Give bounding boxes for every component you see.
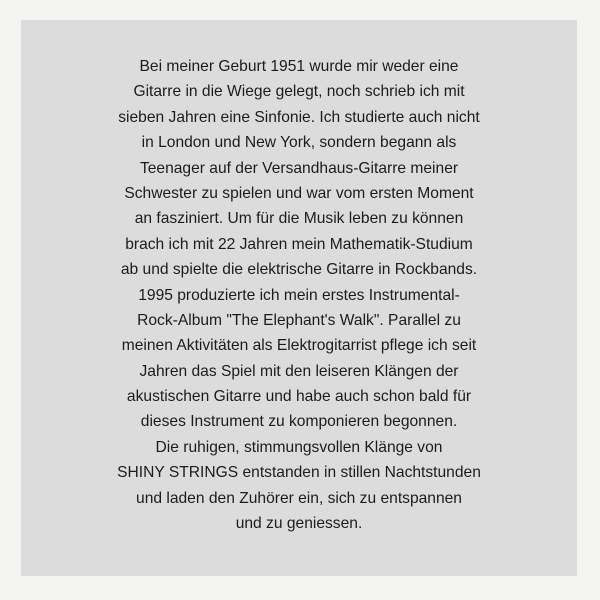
text-line: SHINY STRINGS entstanden in stillen Nachtstunden [117, 464, 481, 482]
text-line: an fasziniert. Um für die Musik leben zu können [134, 210, 464, 228]
text-line: akustischen Gitarre und habe auch schon bald für [126, 388, 472, 406]
biography-text [21, 54, 577, 536]
text-line: und laden den Zuhörer ein, sich zu entspannen [136, 489, 462, 507]
text-line: ab und spielte die elektrische Gitarre in Rockbands. [120, 261, 478, 279]
text-line: Gitarre in die Wiege gelegt, noch schrieb ich mit [133, 83, 465, 101]
text-line: meinen Aktivitäten als Elektrogitarrist pflege ich seit [121, 337, 477, 355]
text-line: dieses Instrument zu komponieren begonnen. [140, 413, 458, 431]
text-line: sieben Jahren eine Sinfonie. Ich studierte auch nicht [118, 108, 480, 126]
text-line: Die ruhigen, stimmungsvollen Klänge von [155, 438, 443, 456]
text-line: 1995 produzierte ich mein erstes Instrumental- [138, 286, 460, 304]
text-line: brach ich mit 22 Jahren mein Mathematik-Studium [125, 235, 473, 253]
text-line: Schwester zu spielen und war vom ersten Moment [124, 184, 474, 202]
text-panel [21, 20, 577, 576]
text-line: Jahren das Spiel mit den leiseren Klängen der [139, 362, 459, 380]
text-line: und zu geniessen. [235, 515, 363, 533]
text-line: Rock-Album "The Elephant's Walk". Parallel zu [137, 311, 461, 329]
text-line: Bei meiner Geburt 1951 wurde mir weder eine [139, 58, 459, 75]
text-line: Teenager auf der Versandhaus-Gitarre meiner [139, 159, 459, 177]
text-line: in London und New York, sondern begann als [141, 134, 457, 152]
